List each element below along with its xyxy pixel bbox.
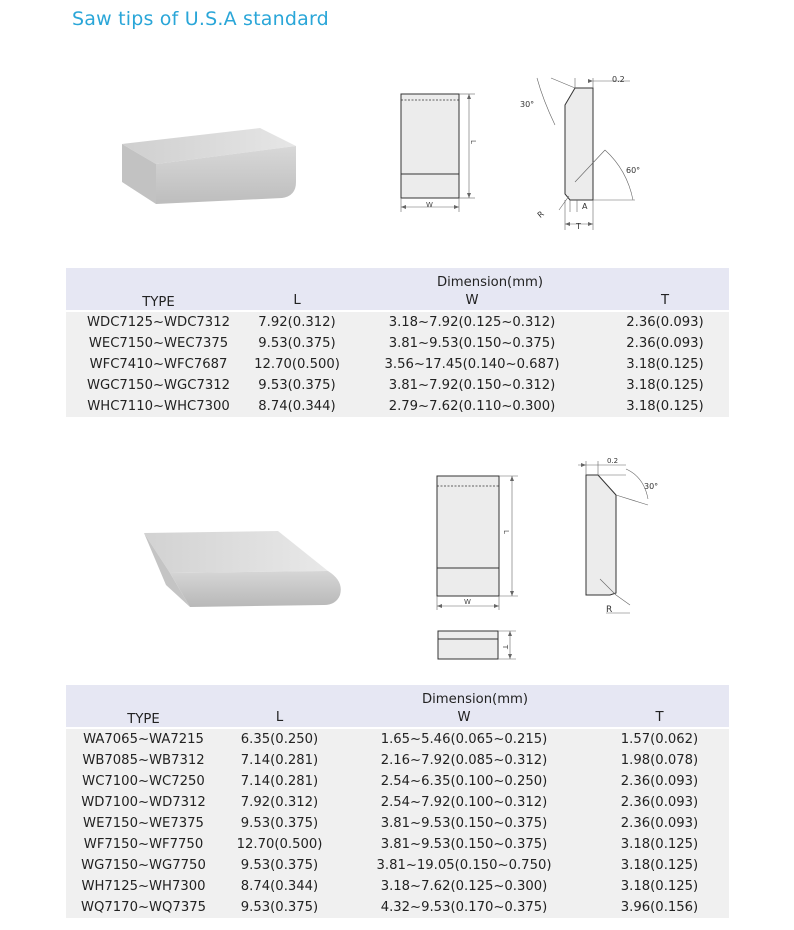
cell-t: 3.18(0.125) xyxy=(626,399,704,414)
cell-t: 2.36(0.093) xyxy=(626,315,704,330)
cell-w: 3.56~17.45(0.140~0.687) xyxy=(384,357,560,372)
cell-w: 3.81~9.53(0.150~0.375) xyxy=(388,336,556,351)
front-view2-l-label: L xyxy=(501,530,510,534)
tip-front-view-1 xyxy=(395,88,485,218)
cell-l: 7.92(0.312) xyxy=(240,795,319,810)
page-title: Saw tips of U.S.A standard xyxy=(72,8,329,30)
side-view-offset-label: 0.2 xyxy=(612,75,625,84)
cell-type: WG7150~WG7750 xyxy=(81,858,206,873)
type-header: TYPE xyxy=(66,268,251,311)
cell-t: 2.36(0.093) xyxy=(620,816,699,831)
cell-w: 3.18~7.62(0.125~0.300) xyxy=(380,879,548,894)
side-view-a-label: A xyxy=(582,202,588,211)
table-row xyxy=(66,897,729,918)
col-l-header: L xyxy=(251,290,343,311)
table-row xyxy=(66,750,729,771)
cell-w: 3.81~9.53(0.150~0.375) xyxy=(380,837,548,852)
cell-type: WFC7410~WFC7687 xyxy=(89,357,228,372)
cell-t: 2.36(0.093) xyxy=(620,795,699,810)
side-view-angle30-label: 30° xyxy=(520,100,535,109)
front-view-w-label: W xyxy=(426,201,433,209)
cell-type: WF7150~WF7750 xyxy=(83,837,204,852)
table-row xyxy=(66,813,729,834)
col-w-header: W xyxy=(343,290,601,311)
cell-t: 1.98(0.078) xyxy=(620,753,699,768)
cell-t: 3.96(0.156) xyxy=(620,900,699,915)
type-header: TYPE xyxy=(66,685,221,728)
table-row xyxy=(66,354,729,375)
side-view-angle60-label: 60° xyxy=(626,166,641,175)
cell-l: 12.70(0.500) xyxy=(236,837,323,852)
cell-t: 3.18(0.125) xyxy=(626,378,704,393)
cell-w: 1.65~5.46(0.065~0.215) xyxy=(380,732,548,747)
tip-side-view-2 xyxy=(570,455,675,625)
cell-w: 3.81~7.92(0.150~0.312) xyxy=(388,378,556,393)
cell-w: 3.81~19.05(0.150~0.750) xyxy=(376,858,552,873)
dimension-header: Dimension(mm) xyxy=(436,275,544,290)
spec-table-2 xyxy=(66,685,729,918)
cell-w: 2.16~7.92(0.085~0.312) xyxy=(380,753,548,768)
cell-type: WQ7170~WQ7375 xyxy=(80,900,206,915)
cell-l: 9.53(0.375) xyxy=(240,900,319,915)
cell-type: WD7100~WD7312 xyxy=(81,795,206,810)
table-row xyxy=(66,728,729,750)
table-row xyxy=(66,771,729,792)
cell-l: 9.53(0.375) xyxy=(258,336,336,351)
cell-l: 7.14(0.281) xyxy=(240,774,319,789)
cell-w: 2.79~7.62(0.110~0.300) xyxy=(388,399,556,414)
cell-w: 3.18~7.92(0.125~0.312) xyxy=(388,315,556,330)
cell-type: WHC7110~WHC7300 xyxy=(87,399,230,414)
table-row xyxy=(66,876,729,897)
cell-type: WC7100~WC7250 xyxy=(82,774,205,789)
cell-type: WDC7125~WDC7312 xyxy=(87,315,230,330)
table-row xyxy=(66,333,729,354)
cell-w: 4.32~9.53(0.170~0.375) xyxy=(380,900,548,915)
dimension-header: Dimension(mm) xyxy=(421,692,529,707)
cell-type: WB7085~WB7312 xyxy=(82,753,205,768)
table-row xyxy=(66,792,729,813)
front-view-l-label: L xyxy=(468,140,477,144)
cell-type: WA7065~WA7215 xyxy=(83,732,204,747)
cell-t: 3.18(0.125) xyxy=(620,879,699,894)
table-row xyxy=(66,855,729,876)
cell-l: 8.74(0.344) xyxy=(258,399,336,414)
thickness-view-t-label: T xyxy=(501,644,510,650)
tip-front-view-2 xyxy=(430,470,525,615)
cell-l: 6.35(0.250) xyxy=(240,732,319,747)
cell-t: 3.18(0.125) xyxy=(620,837,699,852)
col-w-header: W xyxy=(338,707,590,728)
side-view2-offset-label: 0.2 xyxy=(607,457,619,465)
cell-l: 9.53(0.375) xyxy=(258,378,336,393)
spec-table-1 xyxy=(66,268,729,417)
cell-w: 2.54~6.35(0.100~0.250) xyxy=(380,774,548,789)
cell-l: 9.53(0.375) xyxy=(240,816,319,831)
cell-l: 7.92(0.312) xyxy=(258,315,336,330)
cell-t: 3.18(0.125) xyxy=(620,858,699,873)
table-row xyxy=(66,396,729,417)
side-view-t-label: T xyxy=(576,222,581,231)
cell-l: 9.53(0.375) xyxy=(240,858,319,873)
cell-t: 2.36(0.093) xyxy=(620,774,699,789)
tip-render-1 xyxy=(110,120,310,215)
tip-side-view-1 xyxy=(515,70,645,235)
front-view2-w-label: W xyxy=(464,598,471,606)
tip-render-2 xyxy=(138,525,353,620)
side-view-r-label: R xyxy=(535,209,546,220)
cell-w: 3.81~9.53(0.150~0.375) xyxy=(380,816,548,831)
cell-l: 8.74(0.344) xyxy=(240,879,319,894)
table-row xyxy=(66,375,729,396)
cell-type: WH7125~WH7300 xyxy=(81,879,206,894)
side-view2-r-label: R xyxy=(606,605,613,615)
cell-t: 1.57(0.062) xyxy=(620,732,699,747)
table-row xyxy=(66,834,729,855)
col-t-header: T xyxy=(590,707,729,728)
cell-w: 2.54~7.92(0.100~0.312) xyxy=(380,795,548,810)
cell-l: 12.70(0.500) xyxy=(254,357,340,372)
cell-l: 7.14(0.281) xyxy=(240,753,319,768)
cell-type: WE7150~WE7375 xyxy=(83,816,204,831)
cell-t: 3.18(0.125) xyxy=(626,357,704,372)
cell-type: WGC7150~WGC7312 xyxy=(86,378,231,393)
col-t-header: T xyxy=(601,290,729,311)
col-l-header: L xyxy=(221,707,338,728)
side-view2-angle30-label: 30° xyxy=(644,482,659,491)
table-row xyxy=(66,311,729,333)
cell-type: WEC7150~WEC7375 xyxy=(88,336,229,351)
cell-t: 2.36(0.093) xyxy=(626,336,704,351)
